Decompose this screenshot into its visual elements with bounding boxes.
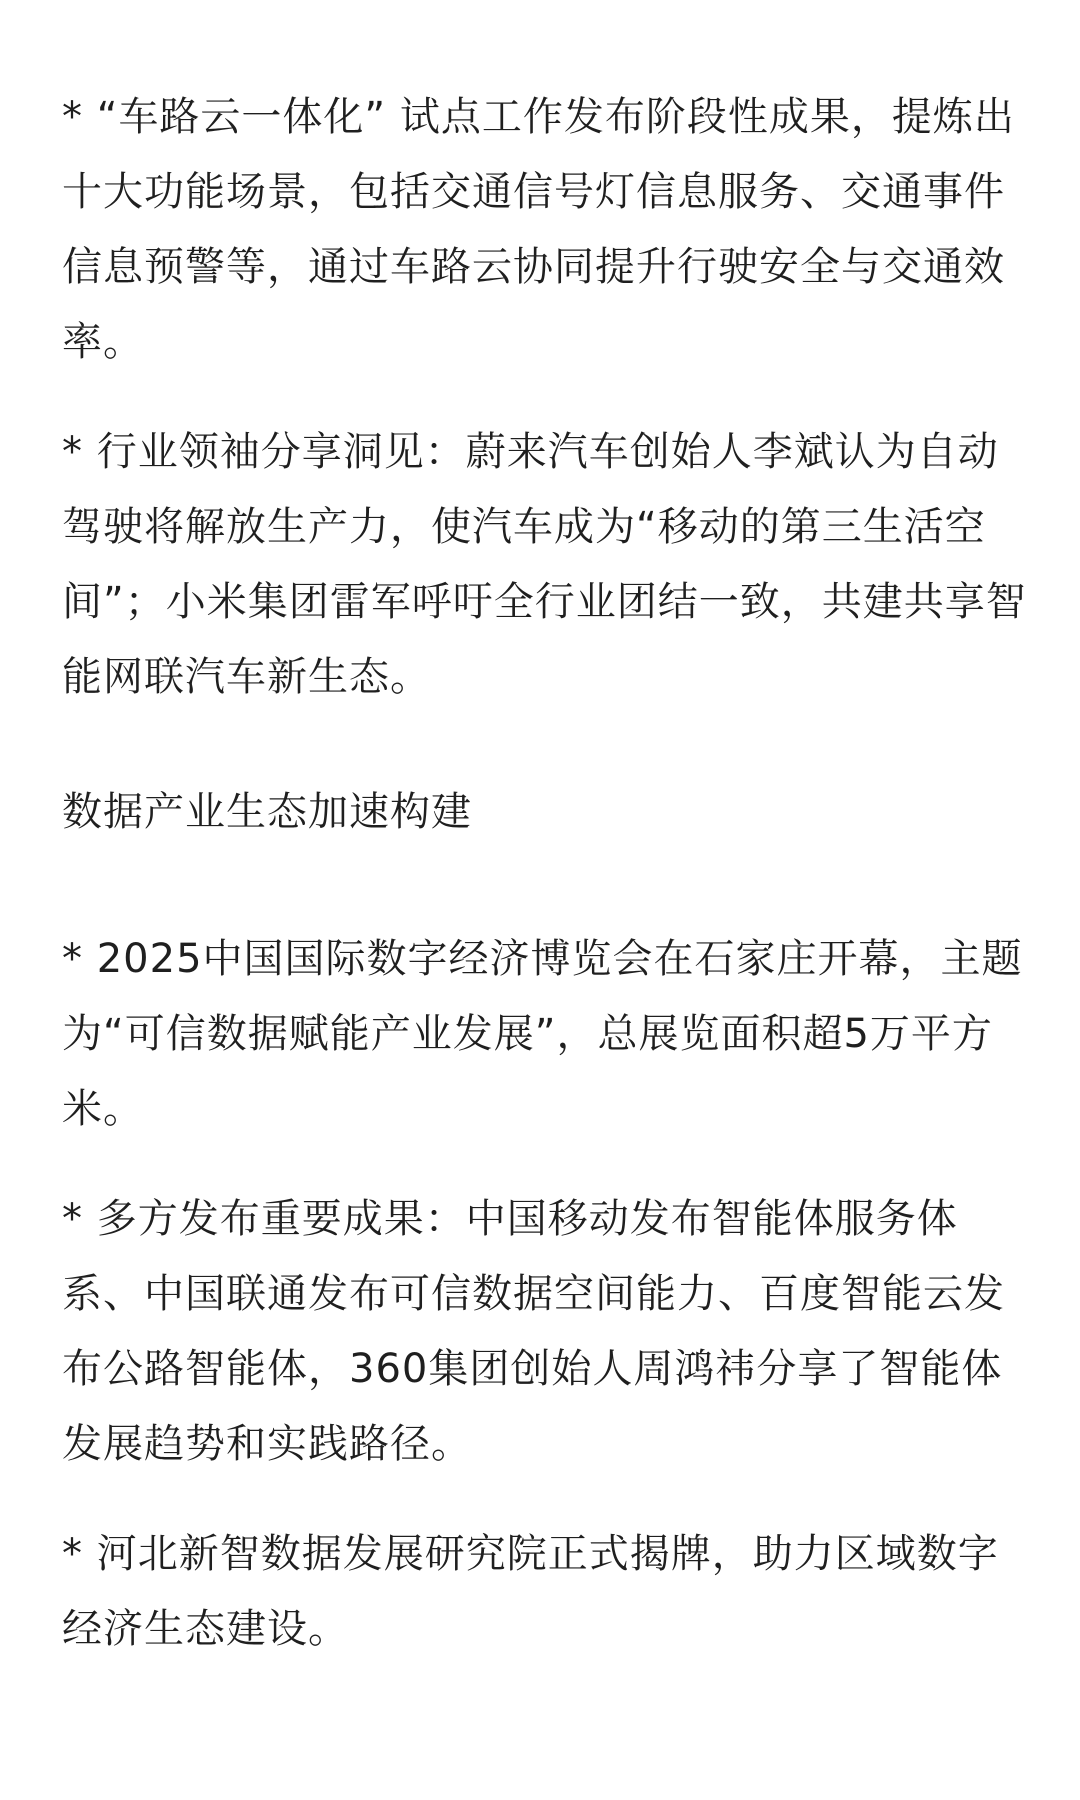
- article-body: [62, 80, 1032, 1667]
- bullet-research-institute: * 河北新智数据发展研究院正式揭牌，助力区域数字经济生态建设。: [62, 1531, 999, 1652]
- bullet-vehicle-road-cloud: * “车路云一体化” 试点工作发布阶段性成果，提炼出十大功能场景，包括交通信号灯信息服务、交通事件信息预警等，通过车路云协同提升行驶安全与交通效率。: [62, 94, 1015, 365]
- bullet-digital-expo: * 2025中国国际数字经济博览会在石家庄开幕，主题为“可信数据赋能产业发展”，总展览面积超5万平方米。: [62, 936, 1023, 1132]
- section-title-data-industry: 数据产业生态加速构建: [62, 789, 472, 835]
- bullet-major-releases: * 多方发布重要成果：中国移动发布智能体服务体系、中国联通发布可信数据空间能力、百度智能云发布公路智能体，360集团创始人周鸿祎分享了智能体发展趋势和实践路径。: [62, 1196, 1005, 1467]
- bullet-industry-leaders: * 行业领袖分享洞见：蔚来汽车创始人李斌认为自动驾驶将解放生产力，使汽车成为“移动的第三生活空间”；小米集团雷军呼吁全行业团结一致，共建共享智能网联汽车新生态。: [62, 429, 1027, 700]
